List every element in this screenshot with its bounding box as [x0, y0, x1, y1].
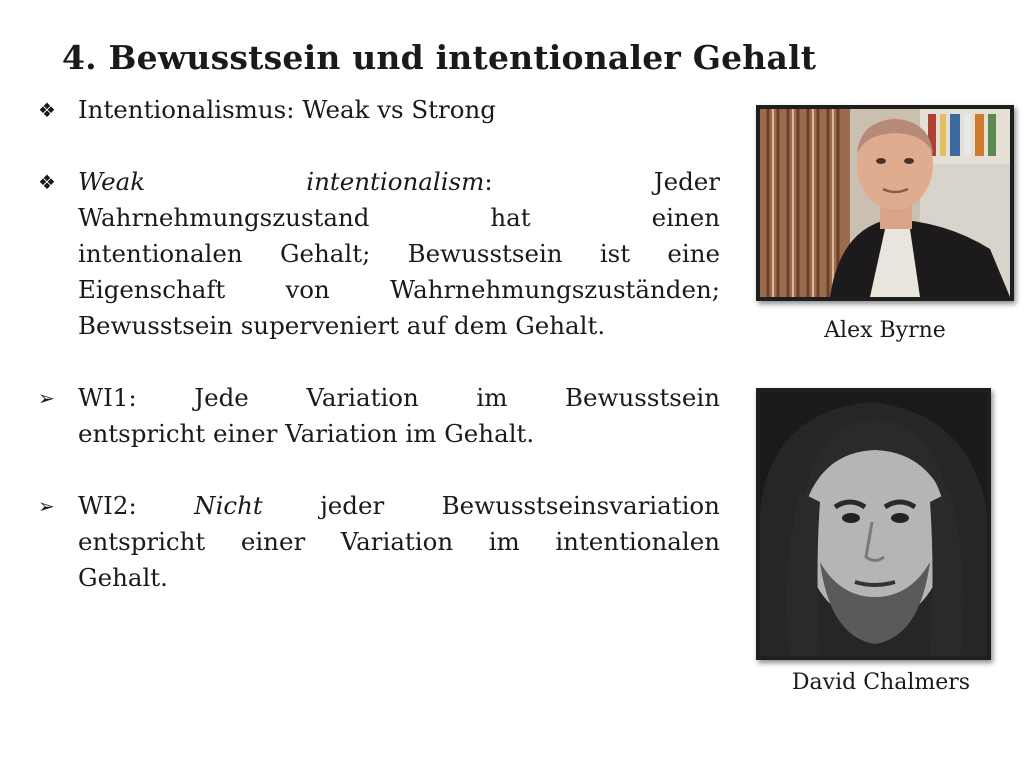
slide-title: 4. Bewusstsein und intentionaler Gehalt: [62, 38, 817, 77]
bullet-line: Wahrnehmungszustand hat einen: [78, 203, 720, 232]
term-weak: Weak: [78, 167, 146, 196]
bullet-item-wi2: [38, 488, 720, 596]
bullet-line: WI1: Jede Variation im Bewusstsein: [78, 383, 720, 412]
diamond-bullet-icon: ❖: [38, 98, 56, 122]
word-wi2: WI2:: [78, 491, 137, 520]
bullet-line: intentionalen Gehalt; Bewusstsein ist eine: [78, 239, 720, 268]
bullet-text: [78, 380, 720, 452]
portrait-photo-icon: [760, 109, 1010, 297]
word-nicht: Nicht: [194, 491, 263, 520]
bullet-line: entspricht einer Variation im Gehalt.: [78, 419, 535, 448]
bullet-line: Gehalt.: [78, 563, 168, 592]
bullet-line: entspricht einer Variation im intentionalen: [78, 527, 720, 556]
bullet-item-intentionalismus: [38, 92, 720, 128]
bullet-list: [38, 92, 720, 596]
bullet-line: [78, 488, 720, 524]
bullet-text: [78, 164, 720, 344]
caption-alex-byrne: Alex Byrne: [824, 318, 946, 343]
word-jeder: jeder: [320, 491, 385, 520]
photo-alex-byrne: [756, 105, 1014, 301]
diamond-bullet-icon: ❖: [38, 170, 56, 194]
arrow-bullet-icon: ➢: [38, 386, 55, 410]
bullet-text: [78, 488, 720, 596]
bullet-line: Bewusstsein superveniert auf dem Gehalt.: [78, 311, 606, 340]
bullet-item-wi1: [38, 380, 720, 452]
bullet-line: Eigenschaft von Wahrnehmungszuständen;: [78, 275, 720, 304]
word-bewusstseinsvariation: Bewusstseinsvariation: [441, 491, 720, 520]
bullet-text: Intentionalismus: Weak vs Strong: [78, 95, 496, 124]
caption-david-chalmers: David Chalmers: [791, 670, 971, 695]
bullet-item-weak-intentionalism: [38, 164, 720, 344]
bullet-line: [78, 164, 720, 200]
term-intentionalism: intentionalism:: [306, 167, 493, 196]
photo-david-chalmers: [756, 388, 991, 660]
arrow-bullet-icon: ➢: [38, 494, 55, 518]
word-jeder: Jeder: [653, 167, 720, 196]
portrait-photo-icon: [760, 392, 987, 656]
